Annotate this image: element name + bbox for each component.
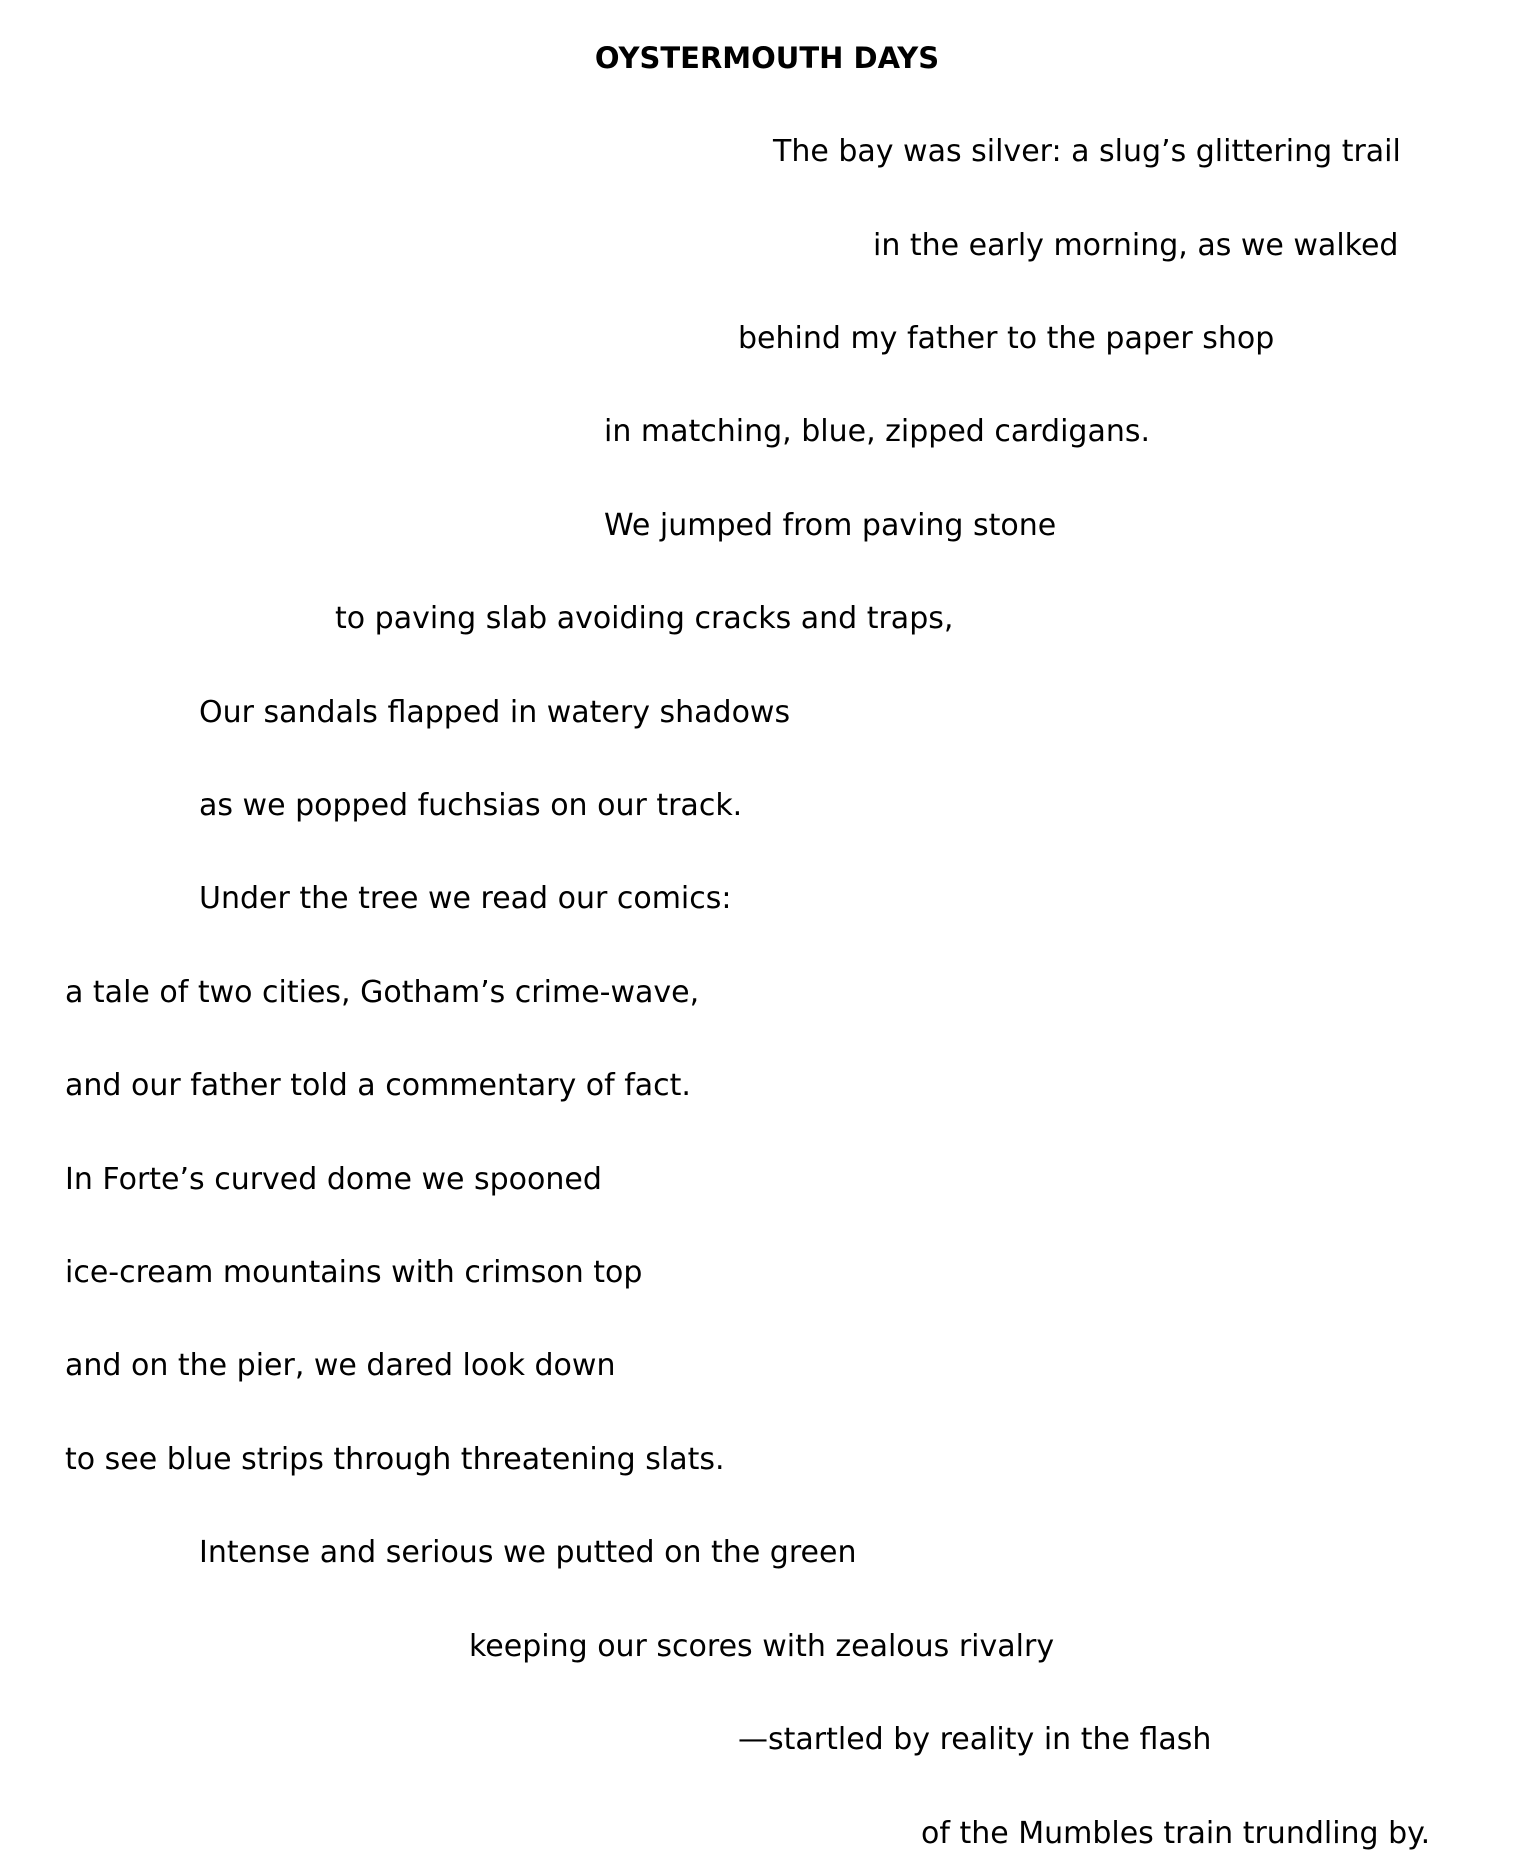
poem-line: and our father told a commentary of fact.	[65, 1068, 691, 1103]
poem-line: as we popped fuchsias on our track.	[199, 788, 743, 823]
poem-title: OYSTERMOUTH DAYS	[594, 41, 940, 75]
poem-line: and on the pier, we dared look down	[65, 1348, 616, 1383]
poem-line: —startled by reality in the flash	[738, 1722, 1212, 1757]
poem-line: behind my father to the paper shop	[738, 321, 1275, 356]
poem-line: in matching, blue, zipped cardigans.	[604, 414, 1151, 449]
poem-line: The bay was silver: a slug’s glittering trail	[773, 134, 1401, 169]
poem-line: a tale of two cities, Gotham’s crime-wave,	[65, 975, 700, 1010]
poem-line: in the early morning, as we walked	[873, 228, 1399, 263]
poem-line: Our sandals flapped in watery shadows	[199, 695, 791, 730]
poem-line: ice-cream mountains with crimson top	[65, 1255, 643, 1290]
poem-line: Under the tree we read our comics:	[199, 881, 732, 916]
poem-line: In Forte’s curved dome we spooned	[65, 1162, 602, 1197]
poem-line: to paving slab avoiding cracks and traps,	[335, 601, 954, 636]
poem-line: keeping our scores with zealous rivalry	[469, 1629, 1055, 1664]
poem-line: Intense and serious we putted on the green	[199, 1535, 857, 1570]
poem-line: of the Mumbles train trundling by.	[921, 1816, 1431, 1851]
poem-line: We jumped from paving stone	[604, 508, 1057, 543]
poem-line: to see blue strips through threatening slats.	[65, 1442, 725, 1477]
